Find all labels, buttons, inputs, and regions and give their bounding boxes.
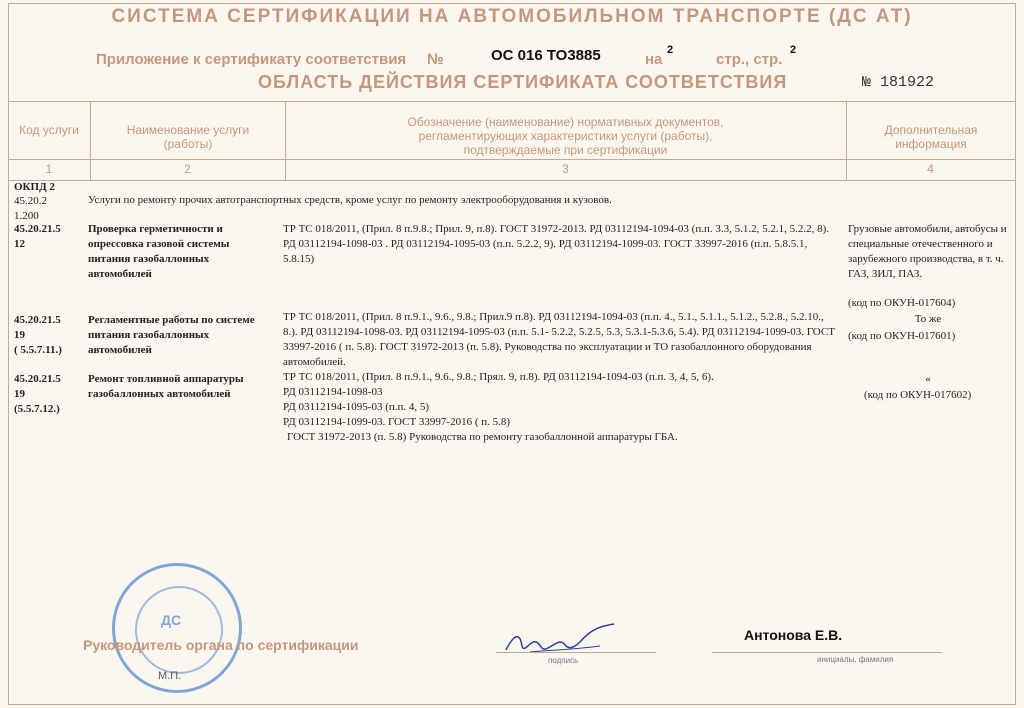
- pages-total: 2: [667, 44, 674, 56]
- row2-name: Регламентные работы по системе питания газобаллонных автомобилей: [88, 314, 255, 356]
- okpd-label: ОКПД 2: [14, 181, 55, 193]
- row3-docs-line-4: РД 03112194-1099-03. ГОСТ 33997-2016 ( п. 5.8): [283, 416, 511, 428]
- area-title: ОБЛАСТЬ ДЕЙСТВИЯ СЕРТИФИКАТА СООТВЕТСТВИЯ: [258, 72, 788, 92]
- row2-info-code: (код по ОКУН-017601): [848, 330, 956, 342]
- annex-label: Приложение к сертификату соответствия: [96, 51, 407, 68]
- row3-code-extra: (5.5.7.12.): [14, 403, 60, 415]
- row3-docs-line-5: ГОСТ 31972-2013 (п. 5.8) Руководства по ремонту газобаллонной аппаратуры ГБА.: [287, 431, 678, 443]
- row2-code: 45.20.21.519: [14, 314, 61, 341]
- col-num-4: 4: [927, 162, 934, 176]
- form-number: № 181922: [862, 74, 935, 91]
- name-line: [712, 652, 942, 653]
- signature-caption: подпись: [548, 656, 579, 665]
- stamp-ds-label: ДС: [161, 612, 182, 628]
- initials-caption: инициалы, фамилия: [817, 655, 894, 664]
- general-text: Услуги по ремонту прочих автотранспортных средств, кроме услуг по ремонту электрооборудования и кузовов.: [88, 194, 612, 206]
- col-header-name: Наименование услуги (работы): [126, 123, 250, 151]
- row3-docs-line-2: РД 03112194-1098-03: [283, 386, 383, 398]
- row1-docs: ТР ТС 018/2011, (Прил. 8 п.9.8.; Прил. 9, п.8). ГОСТ 31972-2013. РД 03112194-1094-03 (п.п. 3.3, 5.1.2, 5.2.1, 5.2.2, 8). РД 03112194-1098-03 . РД 03112194-1095-03 (п.п. 5.2.2, 9). РД 03112194-1099-03. ГОСТ 33997-2016 (п.п. 5.8.5.1, 5.8.15): [283, 223, 830, 265]
- row3-code: 45.20.21.519: [14, 373, 61, 400]
- mp-label: М.П.: [158, 670, 182, 682]
- row3-docs-line-3: РД 03112194-1095-03 (п.п. 4, 5): [283, 401, 430, 413]
- certificate-number: ОС 016 ТО3885: [491, 47, 601, 64]
- row3-name: Ремонт топливной аппаратуры газобаллонных автомобилей: [88, 373, 244, 400]
- row2-info: То же: [914, 313, 942, 325]
- page-current: 2: [790, 44, 797, 56]
- row1-code: 45.20.21.512: [14, 223, 61, 250]
- col-num-3: 3: [562, 162, 569, 176]
- col-header-code: Код услуги: [19, 123, 79, 137]
- col-header-docs: Обозначение (наименование) нормативных документов, регламентирующих характеристики услуги (работы), подтверждаемые при сертификации: [407, 115, 724, 157]
- row1-info: Грузовые автомобили, автобусы и специальные отечественного и зарубежного производства, в т. ч. ГАЗ, ЗИЛ, ПАЗ.: [848, 223, 1007, 280]
- row3-info: «: [925, 373, 931, 385]
- signature-line: [496, 652, 656, 653]
- col-num-1: 1: [45, 162, 53, 176]
- system-title: СИСТЕМА СЕРТИФИКАЦИИ НА АВТОМОБИЛЬНОМ ТРАНСПОРТЕ (ДС АТ): [111, 6, 913, 27]
- row2-code-extra: ( 5.5.7.11.): [14, 344, 62, 356]
- signer-name: Антонова Е.В.: [744, 627, 843, 643]
- signature-icon: [500, 620, 620, 660]
- row1-info-code: (код по ОКУН-017604): [848, 297, 956, 309]
- col-header-info: Дополнительная информация: [884, 123, 978, 151]
- general-code: 45.20.21.200: [14, 195, 47, 222]
- row2-docs: ТР ТС 018/2011, (Прил. 8 п.9.1., 9.6., 9.8.; Прил.9 п.8). РД 03112194-1094-03 (п.п. 4., 5.1., 5.1.1., 5.1.2., 5.2.8., 5.2.10., 8.). РД 03112194-1098-03. РД 03112194-1095-03 (п.п. 5.1- 5.2.2, 5.2.5, 5.3, 5.3.1-5.3.6, 5.4). РД 03112194-1099-03. ГОСТ 33997-2016 ( п. 5.8). ГОСТ 31972-2013 (п. 5.8). Руководства по эксплуатации и ТО газобаллонного оборудования автомобилей.: [283, 311, 835, 368]
- row1-name: Проверка герметичности и опрессовка газовой системы питания газобаллонных автомобилей: [88, 223, 230, 280]
- number-sign: №: [427, 51, 444, 68]
- page-label: стр., стр.: [716, 51, 783, 68]
- table-header: [8, 101, 1016, 181]
- on-label: на: [645, 51, 663, 68]
- head-of-certification-label: Руководитель органа по сертификации: [83, 637, 359, 653]
- col-num-2: 2: [184, 162, 191, 176]
- row3-docs-line-1: ТР ТС 018/2011, (Прил. 8 п.9.1., 9.6., 9.8.; Прял. 9, п.8). РД 03112194-1094-03 (п.п. 3, 4, 5, 6).: [283, 371, 714, 383]
- row3-info-code: (код по ОКУН-017602): [864, 389, 972, 401]
